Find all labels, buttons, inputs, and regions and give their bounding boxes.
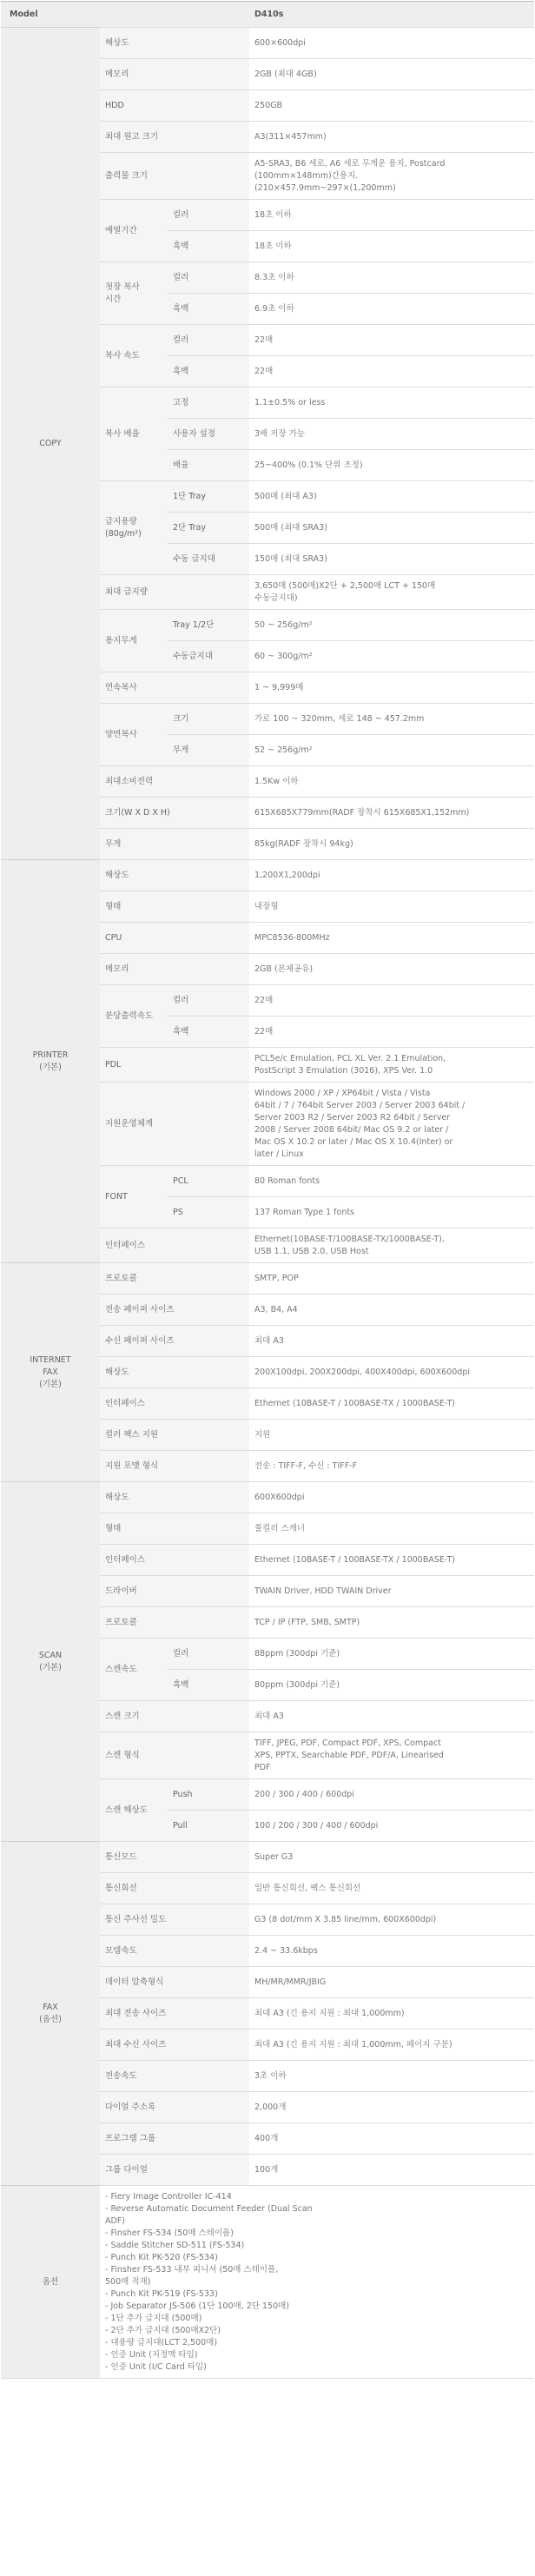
row-label: 용지무게 bbox=[100, 609, 168, 672]
spec-value: TCP / IP (FTP, SMB, SMTP) bbox=[249, 1606, 534, 1638]
sub-label: 흑백 bbox=[168, 1016, 249, 1047]
spec-value: 가로 100 ~ 320mm, 세로 148 ~ 457.2mm bbox=[249, 703, 534, 734]
spec-value: 22매 bbox=[249, 1016, 534, 1047]
spec-value: 2,000개 bbox=[249, 2091, 534, 2122]
sub-label: 수동 급지대 bbox=[168, 543, 249, 574]
row-label: 복사 속도 bbox=[100, 324, 168, 387]
sub-label: 흑백 bbox=[168, 355, 249, 387]
row-label: 최대소비전력 bbox=[100, 765, 249, 797]
spec-value: 1.1±0.5% or less bbox=[249, 387, 534, 418]
row-label: 스캔속도 bbox=[100, 1638, 168, 1700]
row-label: 메모리 bbox=[100, 953, 249, 984]
row-label: 출력물 크기 bbox=[100, 152, 249, 199]
row-label: HDD bbox=[100, 89, 249, 121]
row-label: 프로토콜 bbox=[100, 1606, 249, 1638]
row-label: 분당출력속도 bbox=[100, 984, 168, 1047]
row-label: 스캔 형식 bbox=[100, 1732, 249, 1778]
row-label: 최대 원고 크기 bbox=[100, 121, 249, 152]
spec-value: 8.3초 이하 bbox=[249, 262, 534, 293]
spec-value: 60 ~ 300g/m² bbox=[249, 640, 534, 672]
row-label: 해상도 bbox=[100, 1481, 249, 1513]
spec-table bbox=[1, 1, 534, 2574]
sub-label: 흑백 bbox=[168, 230, 249, 262]
sub-label: 흑백 bbox=[168, 293, 249, 324]
row-label: 컬러 팩스 지원 bbox=[100, 1419, 249, 1450]
spec-value: 일반 통신회선, 팩스 통신회선 bbox=[249, 1872, 534, 1904]
section-label: INTERNET FAX (기본) bbox=[1, 1262, 100, 1481]
spec-value: TIFF, JPEG, PDF, Compact PDF, XPS, Compact XPS, PPTX, Searchable PDF, PDF/A, Linearised PDF bbox=[249, 1732, 534, 1778]
spec-value: 25~400% (0.1% 단위 조정) bbox=[249, 449, 534, 480]
spec-value: 52 ~ 256g/m² bbox=[249, 734, 534, 765]
row-label: 크기(W X D X H) bbox=[100, 797, 249, 828]
row-label: 연속복사 bbox=[100, 672, 249, 703]
spec-value: A3, B4, A4 bbox=[249, 1294, 534, 1325]
row-label: 다이얼 주소록 bbox=[100, 2091, 249, 2122]
spec-value: 100 / 200 / 300 / 400 / 600dpi bbox=[249, 1810, 534, 1841]
sub-label: 배율 bbox=[168, 449, 249, 480]
spec-value: 85kg(RADF 장착시 94kg) bbox=[249, 828, 534, 859]
spec-value: 200X100dpi, 200X200dpi, 400X400dpi, 600X600dpi bbox=[249, 1356, 534, 1387]
sub-label: 컬러 bbox=[168, 262, 249, 293]
spec-value: Super G3 bbox=[249, 1841, 534, 1872]
model-header-label: Model bbox=[1, 1, 100, 27]
row-label: 드라이버 bbox=[100, 1575, 249, 1606]
row-label: CPU bbox=[100, 922, 249, 953]
spec-value: 1.5Kw 이하 bbox=[249, 765, 534, 797]
sub-label: 사용자 설정 bbox=[168, 418, 249, 449]
sub-label: 고정 bbox=[168, 387, 249, 418]
row-label: 복사 배율 bbox=[100, 387, 168, 480]
section-label: 옵션 bbox=[1, 2185, 100, 2378]
spec-value: A5-SRA3, B6 세로, A6 세로 무게운 용지, Postcard (100mm×148mm)간용지. (210×457.9mm~297×(1,200mm) bbox=[249, 152, 534, 199]
row-label: 스캔 크기 bbox=[100, 1700, 249, 1732]
spec-value: TWAIN Driver, HDD TWAIN Driver bbox=[249, 1575, 534, 1606]
row-label: 모뎀속도 bbox=[100, 1935, 249, 1966]
spec-value: 500매 (최대 A3) bbox=[249, 480, 534, 512]
row-label: 전송속도 bbox=[100, 2060, 249, 2091]
spec-value: PCL5e/c Emulation, PCL XL Ver. 2.1 Emulation, PostScript 3 Emulation (3016), XPS Ver. 1.0 bbox=[249, 1047, 534, 1082]
sub-label: 무게 bbox=[168, 734, 249, 765]
spec-value: 3초 이하 bbox=[249, 2060, 534, 2091]
spec-value: 100개 bbox=[249, 2154, 534, 2185]
spec-value: MPC8536-800MHz bbox=[249, 922, 534, 953]
spec-value: 최대 A3 bbox=[249, 1325, 534, 1356]
sub-label: 흑백 bbox=[168, 1669, 249, 1700]
section-label: PRINTER (기본) bbox=[1, 859, 100, 1262]
spec-value: 최대 A3 bbox=[249, 1700, 534, 1732]
spec-value: 1 ~ 9,999매 bbox=[249, 672, 534, 703]
row-label: 최대 수신 사이즈 bbox=[100, 2029, 249, 2060]
section-label: COPY bbox=[1, 27, 100, 859]
row-label: 인터페이스 bbox=[100, 1544, 249, 1575]
spec-value: 최대 A3 (긴 용지 지원 : 최대 1,000mm) bbox=[249, 1997, 534, 2029]
spec-value: 지원 bbox=[249, 1419, 534, 1450]
spec-value: 22매 bbox=[249, 984, 534, 1016]
spec-grid bbox=[1, 1, 534, 2378]
row-label: 통신회선 bbox=[100, 1872, 249, 1904]
row-label: 인터페이스 bbox=[100, 1387, 249, 1419]
row-label: 지원 포맷 형식 bbox=[100, 1450, 249, 1481]
spec-value: 6.9초 이하 bbox=[249, 293, 534, 324]
row-label: 예열기간 bbox=[100, 199, 168, 262]
row-label: 인터페이스 bbox=[100, 1228, 249, 1262]
spec-value: 3,650매 (500매)X2단 + 2,500매 LCT + 150매 수동급지대) bbox=[249, 574, 534, 609]
spec-value: 80 Roman fonts bbox=[249, 1165, 534, 1196]
spec-value: A3(311×457mm) bbox=[249, 121, 534, 152]
row-label: 통신모드 bbox=[100, 1841, 249, 1872]
spec-value: 18초 이하 bbox=[249, 230, 534, 262]
spec-value: SMTP, POP bbox=[249, 1262, 534, 1294]
row-label: 지원운영체계 bbox=[100, 1082, 249, 1165]
spec-value: 2GB (본체공유) bbox=[249, 953, 534, 984]
spec-value: 22매 bbox=[249, 355, 534, 387]
row-label: 급지용량 (80g/m²) bbox=[100, 480, 168, 574]
model-header-value: D410s bbox=[249, 1, 534, 27]
row-label: 데이터 압축형식 bbox=[100, 1966, 249, 1997]
row-label: 전송 페이퍼 사이즈 bbox=[100, 1294, 249, 1325]
row-label: 수신 페이퍼 사이즈 bbox=[100, 1325, 249, 1356]
sub-label: Push bbox=[168, 1778, 249, 1810]
spec-value: 137 Roman Type 1 fonts bbox=[249, 1196, 534, 1228]
spec-value: 400개 bbox=[249, 2122, 534, 2154]
spec-value: 615X685X779mm(RADF 장착시 615X685X1,152mm) bbox=[249, 797, 534, 828]
row-label: 메모리 bbox=[100, 58, 249, 89]
row-label: 그룹 다이얼 bbox=[100, 2154, 249, 2185]
row-label: 해상도 bbox=[100, 859, 249, 891]
spec-value: 250GB bbox=[249, 89, 534, 121]
spec-value: G3 (8 dot/mm X 3.85 line/mm, 600X600dpi) bbox=[249, 1904, 534, 1935]
sub-label: 수동급지대 bbox=[168, 640, 249, 672]
sub-label: Pull bbox=[168, 1810, 249, 1841]
sub-label: 컬러 bbox=[168, 199, 249, 230]
spec-value: 전송 : TIFF-F, 수신 : TIFF-F bbox=[249, 1450, 534, 1481]
row-label: 프로토콜 bbox=[100, 1262, 249, 1294]
row-label: 첫장 복사 시간 bbox=[100, 262, 168, 324]
spec-value: 80ppm (300dpi 기준) bbox=[249, 1669, 534, 1700]
spec-value: 풀컬러 스캐너 bbox=[249, 1513, 534, 1544]
row-label: 무게 bbox=[100, 828, 249, 859]
spec-value: Windows 2000 / XP / XP64bit / Vista / Vista 64bit / 7 / 764bit Server 2003 / Server 2003 64bit / Server 2003 R2 / Server 2003 R2 64bit / Server 2008 / Server 2008 64bit/ Mac OS 9.2 or later / Mac OS X 10.2 or later / Mac OS X 10.4(Inter) or later / Linux bbox=[249, 1082, 534, 1165]
spec-value: 3배 저장 가능 bbox=[249, 418, 534, 449]
row-label: 해상도 bbox=[100, 27, 249, 58]
row-label: 양면복사 bbox=[100, 703, 168, 765]
row-label: 형태 bbox=[100, 1513, 249, 1544]
spec-value: 150매 (최대 SRA3) bbox=[249, 543, 534, 574]
section-label: SCAN (기본) bbox=[1, 1481, 100, 1841]
spec-value: 2GB (최대 4GB) bbox=[249, 58, 534, 89]
sub-label: 1단 Tray bbox=[168, 480, 249, 512]
sub-label: 크기 bbox=[168, 703, 249, 734]
spec-value: 200 / 300 / 400 / 600dpi bbox=[249, 1778, 534, 1810]
row-label: 최대 급지량 bbox=[100, 574, 249, 609]
spec-value: 50 ~ 256g/m² bbox=[249, 609, 534, 640]
sub-label: Tray 1/2단 bbox=[168, 609, 249, 640]
spec-value: 1,200X1,200dpi bbox=[249, 859, 534, 891]
row-label: 형태 bbox=[100, 891, 249, 922]
table-bottom-border bbox=[1, 2378, 534, 2379]
spec-value: Ethernet(10BASE-T/100BASE-TX/1000BASE-T), USB 1.1, USB 2.0, USB Host bbox=[249, 1228, 534, 1262]
sub-label: PS bbox=[168, 1196, 249, 1228]
spec-value: 88ppm (300dpi 기준) bbox=[249, 1638, 534, 1669]
spec-value: 500매 (최대 SRA3) bbox=[249, 512, 534, 543]
section-label: FAX (옵션) bbox=[1, 1841, 100, 2185]
row-label: 프로그램 그룹 bbox=[100, 2122, 249, 2154]
sub-label: PCL bbox=[168, 1165, 249, 1196]
spec-value: 18초 이하 bbox=[249, 199, 534, 230]
row-label: 스캔 해상도 bbox=[100, 1778, 168, 1841]
options-list: - Fiery Image Controller IC-414 - Reverse Automatic Document Feeder (Dual Scan ADF) - Finsher FS-534 (50매 스테이플) - Saddle Stitcher SD-511 (FS-534) - Punch Kit PK-520 (FS-534) - Finsher FS-533 내부 피니셔 (50매 스테이플, 500매 적재) - Punch Kit PK-519 (FS-533) - Job Separator JS-506 (1단 100매, 2단 150매) - 1단 추가 급지대 (500매) - 2단 추가 급지대 (500매X2단) - 대용량 급지대(LCT 2,500매) - 인증 Unit (지정맥 타입) - 인증 Unit (I/C Card 타입) bbox=[100, 2185, 534, 2378]
row-label: 해상도 bbox=[100, 1356, 249, 1387]
row-label: PDL bbox=[100, 1047, 249, 1082]
spec-value: 내장형 bbox=[249, 891, 534, 922]
spec-value: 2.4 ~ 33.6kbps bbox=[249, 1935, 534, 1966]
sub-label: 컬러 bbox=[168, 1638, 249, 1669]
spec-value: 최대 A3 (긴 용지 지원 : 최대 1,000mm, 페이지 구분) bbox=[249, 2029, 534, 2060]
spec-value: 22매 bbox=[249, 324, 534, 355]
row-label: FONT bbox=[100, 1165, 168, 1228]
spec-value: Ethernet (10BASE-T / 100BASE-TX / 1000BASE-T) bbox=[249, 1544, 534, 1575]
sub-label: 컬러 bbox=[168, 984, 249, 1016]
spec-value: MH/MR/MMR/JBIG bbox=[249, 1966, 534, 1997]
spec-value: 600X600dpi bbox=[249, 1481, 534, 1513]
sub-label: 컬러 bbox=[168, 324, 249, 355]
spec-value: Ethernet (10BASE-T / 100BASE-TX / 1000BASE-T) bbox=[249, 1387, 534, 1419]
row-label: 최대 전송 사이즈 bbox=[100, 1997, 249, 2029]
sub-label: 2단 Tray bbox=[168, 512, 249, 543]
spec-value: 600×600dpi bbox=[249, 27, 534, 58]
row-label: 통신 주사선 밀도 bbox=[100, 1904, 249, 1935]
